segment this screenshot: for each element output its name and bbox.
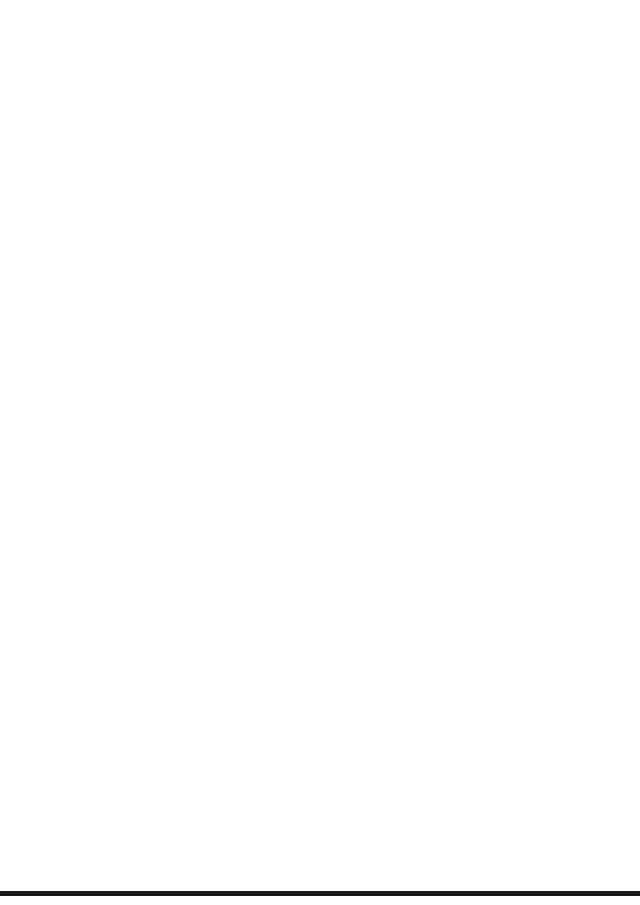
bottom-rule [0,891,640,896]
document-body [88,64,584,88]
